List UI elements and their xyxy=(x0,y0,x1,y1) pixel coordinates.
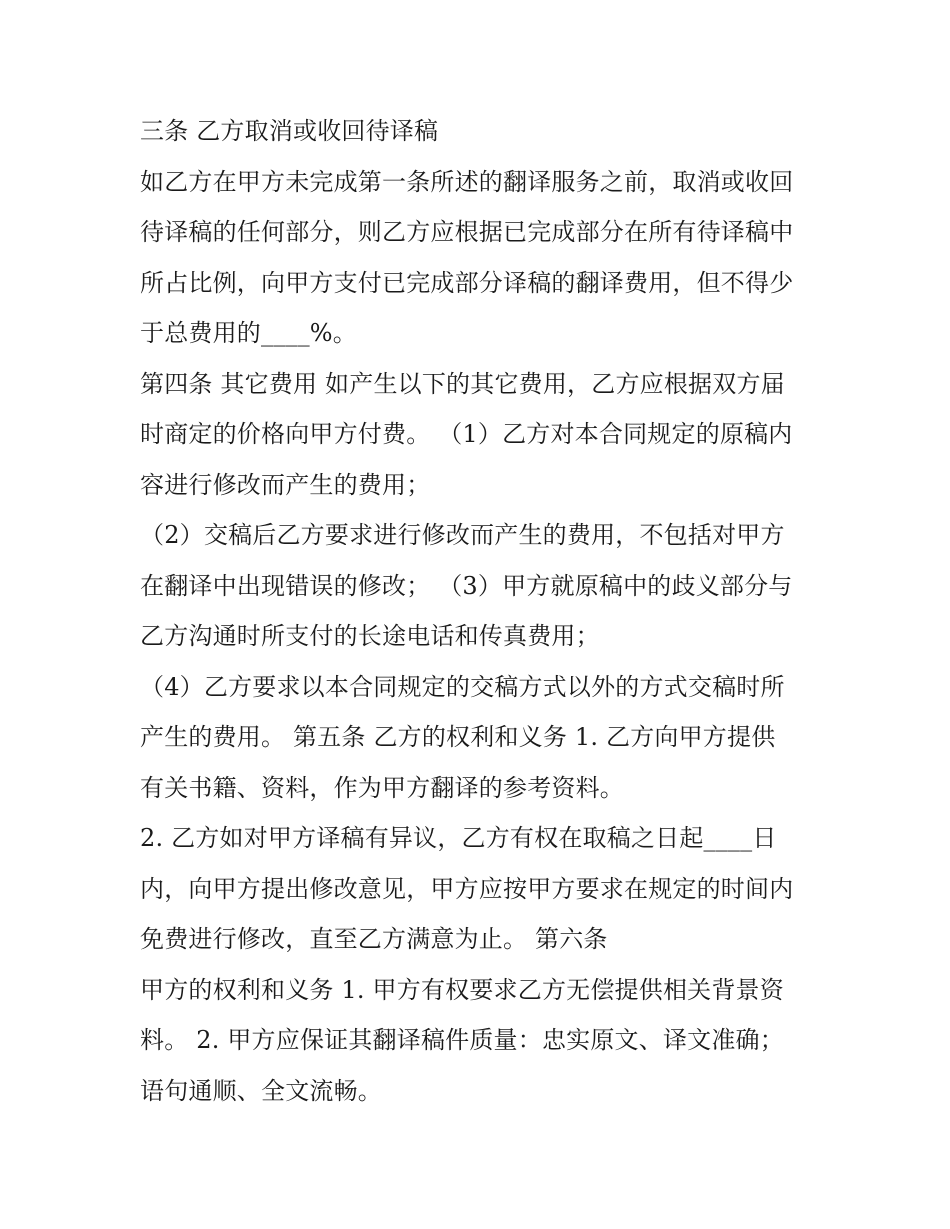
text-line: 料。 2. 甲方应保证其翻译稿件质量：忠实原文、译文准确； xyxy=(140,1026,784,1054)
text-line: 于总费用的____%。 xyxy=(140,319,358,347)
text-line: 如乙方在甲方未完成第一条所述的翻译服务之前，取消或收回 xyxy=(140,167,794,196)
text-line: 三条 乙方取消或收回待译稿 xyxy=(140,117,439,145)
text-line: 产生的费用。 第五条 乙方的权利和义务 1. 乙方向甲方提供 xyxy=(140,723,776,751)
text-line: 在翻译中出现错误的修改； （3）甲方就原稿中的歧义部分与 xyxy=(140,571,793,600)
text-line: 时商定的价格向甲方付费。 （1）乙方对本合同规定的原稿内 xyxy=(140,420,793,448)
document-body xyxy=(140,106,830,1116)
text-line: 待译稿的任何部分，则乙方应根据已完成部分在所有待译稿中 xyxy=(140,218,794,246)
text-line: （2）交稿后乙方要求进行修改而产生的费用，不包括对甲方 xyxy=(140,521,785,549)
text-line: 所占比例，向甲方支付已完成部分译稿的翻译费用，但不得少 xyxy=(140,268,794,297)
text-line: （4）乙方要求以本合同规定的交稿方式以外的方式交稿时所 xyxy=(140,672,785,701)
text-line: 第四条 其它费用 如产生以下的其它费用，乙方应根据双方届 xyxy=(140,369,785,398)
text-line: 内，向甲方提出修改意见，甲方应按甲方要求在规定的时间内 xyxy=(140,874,794,903)
text-line: 语句通顺、全文流畅。 xyxy=(140,1076,382,1105)
text-line: 甲方的权利和义务 1. 甲方有权要求乙方无偿提供相关背景资 xyxy=(140,975,784,1004)
text-line: 免费进行修改，直至乙方满意为止。 第六条 xyxy=(140,925,608,953)
text-line: 2. 乙方如对甲方译稿有异议，乙方有权在取稿之日起____日 xyxy=(140,824,777,852)
text-line: 容进行修改而产生的费用； xyxy=(140,470,431,499)
text-line: 有关书籍、资料，作为甲方翻译的参考资料。 xyxy=(140,773,624,802)
text-line: 乙方沟通时所支付的长途电话和传真费用； xyxy=(140,622,600,650)
